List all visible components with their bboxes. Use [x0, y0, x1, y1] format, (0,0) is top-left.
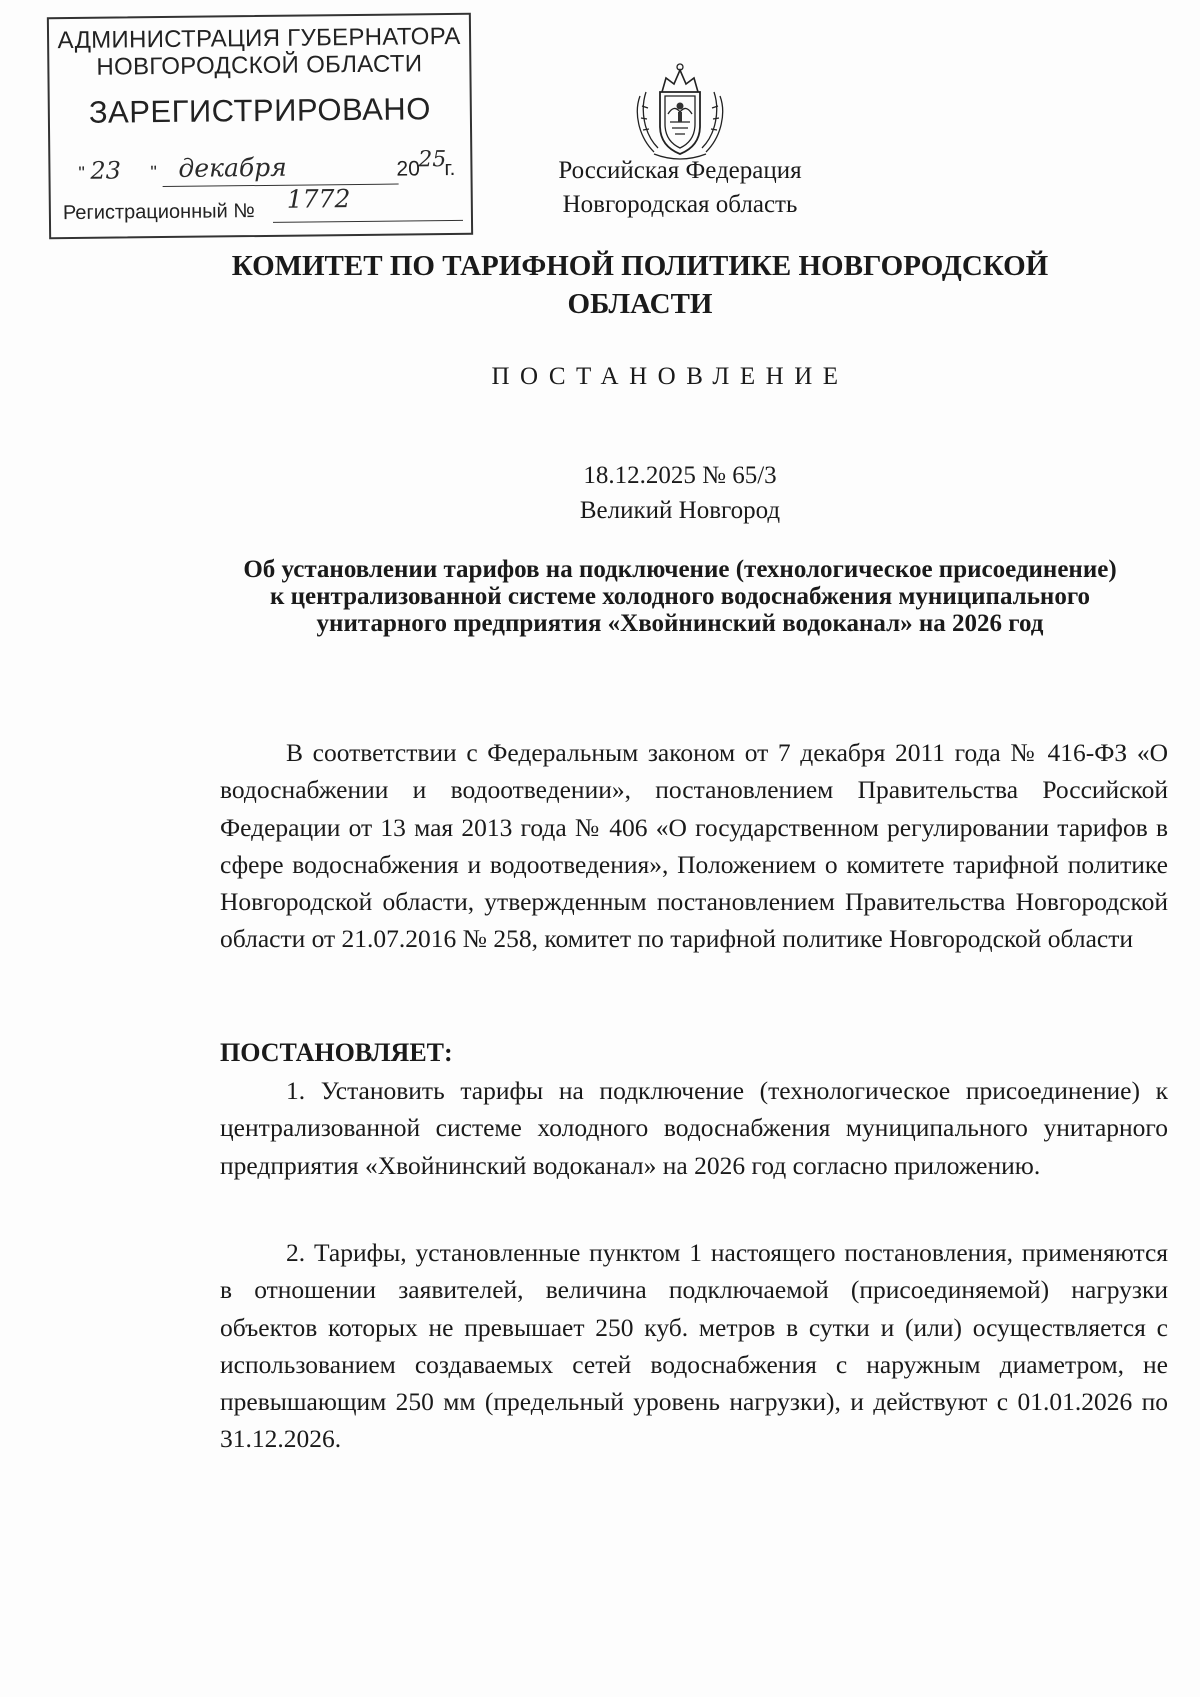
committee-title: КОМИТЕТ ПО ТАРИФНОЙ ПОЛИТИКЕ НОВГОРОДСКОЙ ОБЛАСТИ — [231, 250, 1049, 320]
stamp-date-line — [163, 184, 399, 187]
registration-stamp — [47, 13, 473, 239]
clause-2: 2. Тарифы, установленные пунктом 1 настоящего постановления, применяются в отношении заявителей, величина подключаемой (присоединяемой) нагрузки объектов которых не превышает 250 куб. метров в сутки и (или) осуществляется с использованием создаваемых сетей водоснабжения с наружным диаметром, не превышающим 250 мм (предельный уровень нагрузки), и действуют с 01.01.2026 по 31.12.2026. — [220, 1238, 1168, 1454]
stamp-month: декабря — [178, 152, 287, 183]
document-subject: Об установлении тарифов на подключение (технологическое присоединение) к централизованной системе холодного водоснабжения муниципального унитарного предприятия «Хвойнинский водоканал» на 2026 год — [243, 556, 1117, 637]
stamp-reg-line — [273, 220, 463, 223]
novgorod-coat-of-arms-icon — [632, 56, 728, 164]
stamp-org-line2: НОВГОРОДСКОЙ ОБЛАСТИ — [96, 50, 423, 81]
country-name: Российская Федерация — [558, 157, 802, 184]
stamp-year-suffix: г. — [444, 156, 456, 181]
stamp-org-line1: АДМИНИСТРАЦИЯ ГУБЕРНАТОРА — [57, 22, 461, 55]
stamp-day: 23 — [90, 156, 122, 185]
stamp-organization — [49, 23, 470, 81]
stamp-year-handwritten: 25 — [418, 147, 447, 173]
decree-heading: ПОСТАНОВЛЯЕТ: — [220, 1038, 453, 1067]
federation-header — [520, 154, 840, 222]
clause-1: 1. Установить тарифы на подключение (технологическое присоединение) к централизованной системе холодного водоснабжения муниципального унитарного предприятия «Хвойнинский водоканал» на 2026 год согласно приложению. — [220, 1076, 1168, 1180]
document-type: ПОСТАНОВЛЕНИЕ — [491, 363, 849, 390]
stamp-year-prefix: 20 — [396, 157, 420, 181]
document-date-number: 18.12.2025 № 65/3 — [583, 462, 777, 489]
stamp-date — [78, 147, 458, 191]
stamp-quote-close: " — [150, 162, 157, 183]
stamp-title: ЗАРЕГИСТРИРОВАНО — [88, 91, 432, 130]
region-name: Новгородская область — [562, 191, 798, 218]
stamp-reg-label: Регистрационный № — [62, 200, 255, 225]
stamp-reg-number: 1772 — [286, 184, 351, 214]
stamp-quote-open: " — [78, 162, 85, 183]
intro-paragraph: В соответствии с Федеральным законом от 7 декабря 2011 года № 416-ФЗ «О водоснабжении и водоотведении», постановлением Правительства Российской Федерации от 13 мая 2013 года № 406 «О государственном регулировании тарифов в сфере водоснабжения и водоотведения», Положением о комитете тарифной политике Новгородской области, утвержденным постановлением Правительства Новгородской области от 21.07.2016 № 258, комитет по тарифной политике Новгородской области — [220, 738, 1168, 954]
document-city: Великий Новгород — [579, 497, 781, 524]
